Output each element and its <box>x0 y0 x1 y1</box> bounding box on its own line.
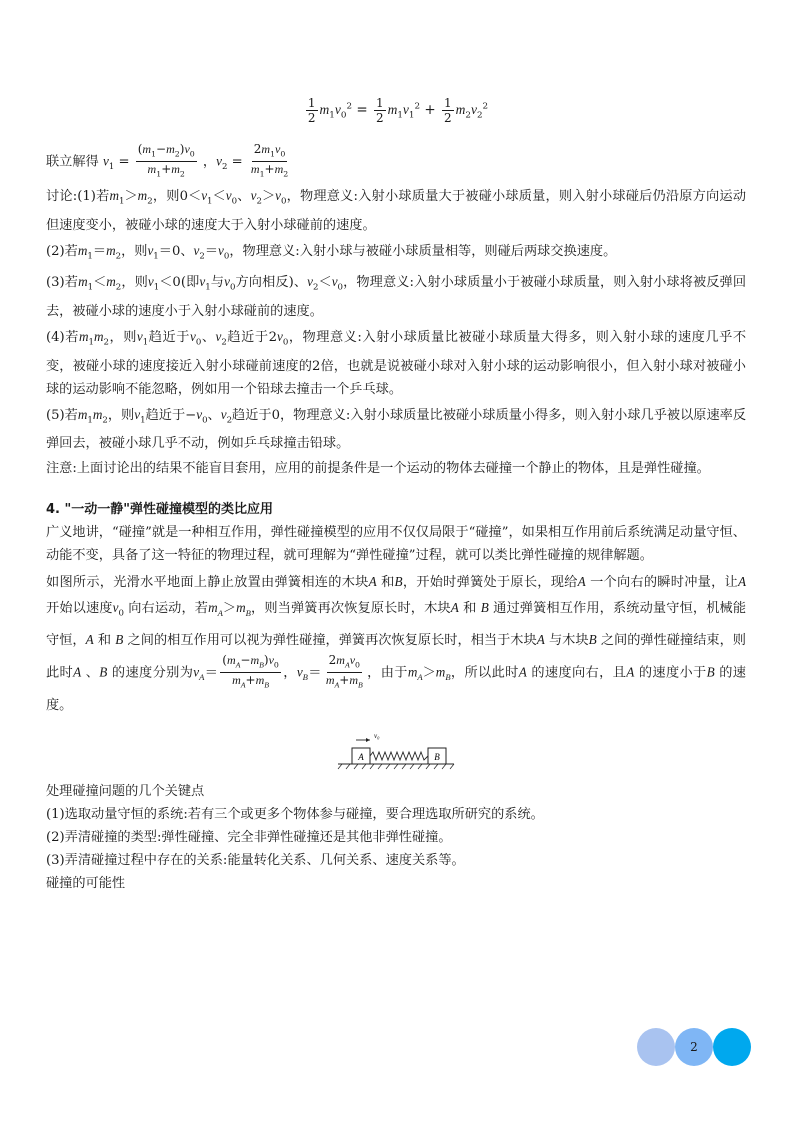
key-point-1: (1)选取动量守恒的系统:若有三个或更多个物体参与碰撞，要合理选取所研究的系统。 <box>46 806 544 822</box>
key-point-3: (3)弄清碰撞过程中存在的关系:能量转化关系、几何关系、速度关系等。 <box>46 852 465 868</box>
key-point-2: (2)弄清碰撞的类型:弹性碰撞、完全非弹性碰撞还是其他非弹性碰撞。 <box>46 829 452 845</box>
document-page <box>46 90 746 895</box>
solution-line: 联立解得 $v_1$ = $\frac{(m_1-m_2)v_0}{m_1+m_2}$ ，$v_2$ = $\frac{2m_1v_0}{m_1+m_2}$ <box>46 142 289 179</box>
section-4-title: 4. "一动一静"弹性碰撞模型的类比应用 <box>46 502 274 518</box>
energy-equation: $\frac{1}{2}$ $m_1v_0^2$ = $\frac{1}{2}$ $m_1v_1^2$ + $\frac{1}{2}$ $m_2v_2^2$ <box>307 96 489 125</box>
velocity-label: v₀ <box>374 731 380 740</box>
note-paragraph: 注意:上面讨论出的结果不能盲目套用，应用的前提条件是一个运动的物体去碰撞一个静止的物体，且是弹性碰撞。 <box>46 461 710 477</box>
discussion-5: (5)若$m_1m_2$，则$v_1$趋近于$-v_0$、$v_2$趋近于0，物理意义:入射小球质量比被碰小球质量小得多，则入射小球几乎被以原速率反弹回去，被碰小球几乎不动，例如乒乓球撞击铅球。 <box>46 406 747 452</box>
block-b-label: B <box>434 751 440 762</box>
key-points-title: 处理碰撞问题的几个关键点 <box>46 783 205 799</box>
section-4-paragraph-1: 广义地讲，“碰撞”就是一种相互作用，弹性碰撞模型的应用不仅仅局限于“碰撞”，如果相互作用前后系统满足动量守恒、动能不变，具备了这一特征的物理过程，就可理解为“弹性碰撞”过程，就可以类比弹性碰撞的规律解题。 <box>46 525 746 564</box>
discussion-2: (2)若$m_1=m_2$，则$v_1=0$、$v_2=v_0$，物理意义:入射小球与被碰小球质量相等，则碰后两球交换速度。 <box>46 242 617 262</box>
page-footer-decoration <box>637 1028 751 1066</box>
footer-circle-right <box>713 1028 751 1066</box>
spring-blocks-diagram <box>336 728 456 772</box>
page-number: 2 <box>690 1040 698 1054</box>
discussion-3: (3)若$m_1<m_2$，则$v_1<0$(即$v_1$与$v_0$方向相反)、$v_2<v_0$，物理意义:入射小球质量小于被碰小球质量，则入射小球将被反弹回去，被碰小球的速度小于入射小球碰前的速度。 <box>46 274 747 319</box>
discussion-1: 讨论:(1)若$m_1>m_2$，则$0<v_1<v_0$、$v_2>v_0$，物理意义:入射小球质量大于被碰小球质量，则入射小球碰后仍沿原方向运动但速度变小，被碰小球的速度大于入射小球碰前的速度。 <box>46 188 747 233</box>
spring-blocks-figure <box>336 728 456 772</box>
collision-possibility: 碰撞的可能性 <box>46 875 126 891</box>
discussion-4: (4)若$m_1m_2$，则$v_1$趋近于$v_0$、$v_2$趋近于$2v_0$，物理意义:入射小球质量比被碰小球质量大得多，则入射小球的速度几乎不变，被碰小球的速度接近入射小球碰前速度的2倍，也就是说被碰小球对入射小球的运动影响很小，但入射小球对被碰小球的运动影响不能忽略，例如用一个铅球去撞击一个乒乓球。 <box>46 328 747 397</box>
section-4-paragraph-2: 如图所示，光滑水平地面上静止放置由弹簧相连的木块A 和B，开始时弹簧处于原长，现给A 一个向右的瞬时冲量，让A 开始以速度$v_0$ 向右运动，若$m_A>m_B$，则当弹簧再次恢复原长时，木块A 和 B 通过弹簧相互作用，系统动量守恒，机械能守恒，A 和 B 之间的相互作用可以视为弹性碰撞，弹簧再次恢复原长时，相当于木块A 与木块B 之间的弹性碰撞结束，则此时A 、B 的速度分别为$v_A=$ $\frac{(m_A-m_B)v_0}{m_A+m_B}$ ，$v_B=$ $\frac{2m_Av_0}{m_A+m_B}$ ，由于$m_A>m_B$，所以此时A 的速度向右，且A 的速度小于B 的速度。 <box>46 574 747 713</box>
footer-circle-left <box>637 1028 675 1066</box>
spring <box>370 752 428 760</box>
block-a-label: A <box>358 751 364 762</box>
solution-prefix: 联立解得 <box>46 154 99 170</box>
